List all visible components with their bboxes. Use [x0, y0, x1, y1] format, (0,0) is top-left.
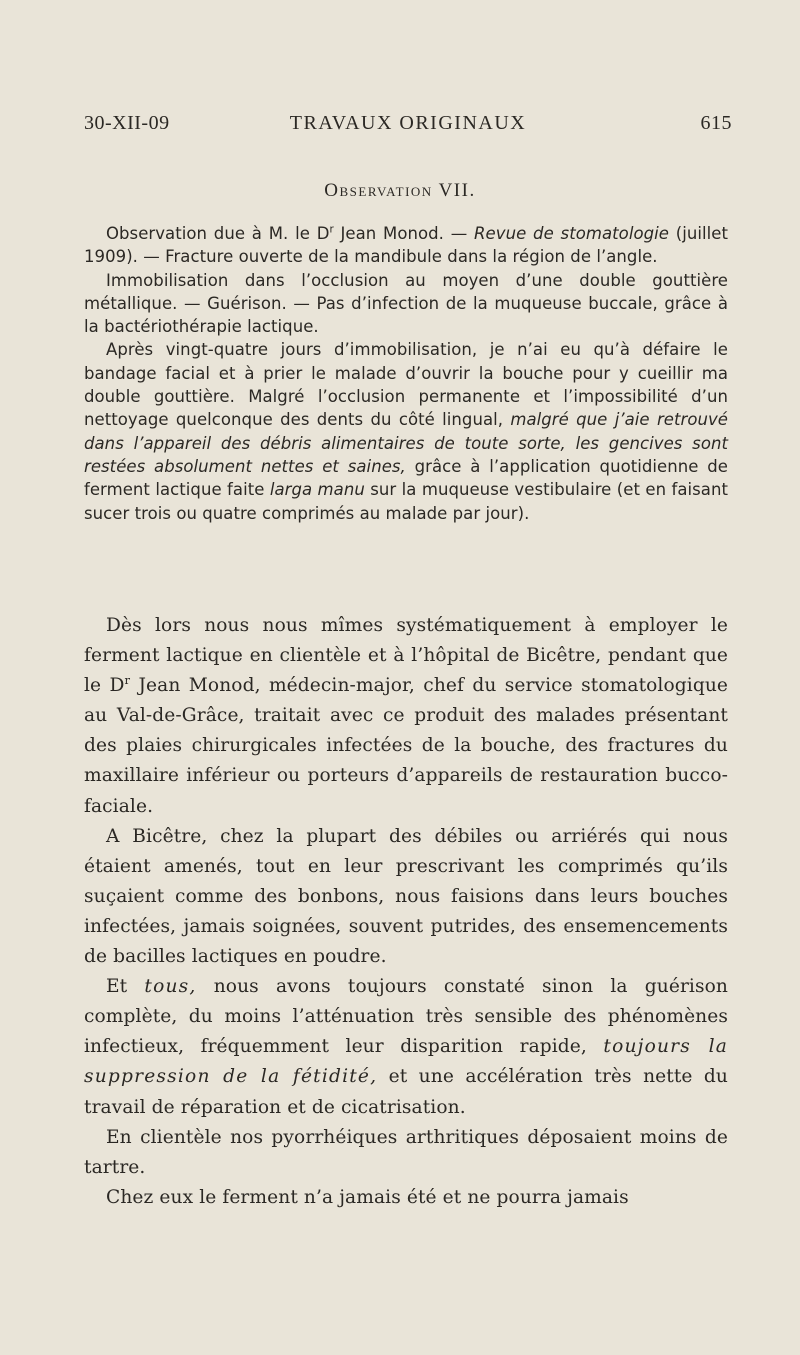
running-head	[84, 112, 732, 142]
superscript: r	[329, 224, 334, 236]
observation-paragraph-2: Immobilisation dans l’occlusion au moyen d’une double gouttière métallique. — Guérison. — Pas d’infection de la muqueuse buccale, grâce à la bactériothérapie lactique.	[84, 270, 728, 337]
superscript: r	[124, 673, 131, 687]
text-run: Jean Monod. —	[333, 224, 475, 243]
italic-emphasis: larga manu	[269, 480, 365, 500]
text-run: et une accélération très nette du travail de réparation et de cicatrisation.	[84, 1066, 728, 1118]
body-paragraph-5: Chez eux le ferment n’a jamais été et ne pourra jamais	[106, 1186, 629, 1208]
text-run: grâce à l’application quotidienne de ferment lactique faite	[84, 456, 728, 500]
observation-paragraph-3	[84, 338, 728, 524]
text-run: Jean Monod, médecin-major, chef du service stomatologique au Val-de-Grâce, traitait avec ce produit des malades présentant des plaies chirurgicales infectées de la bouche, des fractures du maxillaire inférieur ou porteurs d’appareils de restauration bucco-faciale.	[84, 675, 729, 817]
page-number: 615	[700, 112, 732, 134]
body-paragraph-2: A Bicêtre, chez la plupart des débiles ou arriérés qui nous étaient amenés, tout en leur prescrivant les comprimés qu’ils suçaient comme des bonbons, nous faisions dans leurs bouches infectées, jamais soignées, souvent putrides, des ensemencements de bacilles lactiques en poudre.	[84, 825, 728, 968]
italic-emphasis: malgré que j’aie retrouvé dans l’appareil des débris alimentaires de toute sorte, les gencives sont restées absolument nettes et saines,	[84, 410, 728, 476]
italic-emphasis: tous,	[144, 976, 197, 998]
text-run: (juillet 1909). — Fracture ouverte de la mandibule dans la région de l’angle.	[84, 224, 728, 267]
section-title: Observation VII.	[324, 180, 476, 201]
text-run: sur la muqueuse vestibulaire (et en faisant sucer trois ou quatre comprimés au malade par jour).	[84, 480, 728, 523]
body-paragraph-1	[84, 611, 728, 822]
text-run: Après vingt-quatre jours d’immobilisation, je n’ai eu qu’à défaire le bandage facial et à prier le malade d’ouvrir la bouche pour y cueillir ma double gouttière. Malgré l’occlusion permanente et l’impossibilité d’un nettoyage quelconque des dents du côté lingual,	[84, 340, 728, 430]
header-section: TRAVAUX ORIGINAUX	[289, 112, 527, 134]
body-text	[84, 611, 728, 1213]
observation-block	[84, 222, 728, 525]
text-run: Dès lors nous nous mîmes systématiquement à employer le ferment lactique en clientèle et à l’hôpital de Bicêtre, pendant que le D	[84, 615, 728, 697]
text-run: nous avons toujours constaté sinon la guérison complète, du moins l’atténuation très sensible des phénomènes infectieux, fréquemment leur disparition rapide,	[84, 976, 728, 1058]
text-run: Observation due à M. le D	[106, 224, 330, 243]
text-run: Et	[106, 976, 145, 998]
italic-emphasis: toujours la suppression de la fétidité,	[84, 1036, 728, 1088]
header-date: 30-XII-09	[84, 112, 170, 134]
body-paragraph-4: En clientèle nos pyorrhéiques arthritiques déposaient moins de tartre.	[84, 1126, 728, 1178]
body-paragraph-3	[84, 972, 728, 1122]
observation-paragraph-1	[84, 222, 728, 269]
journal-title: Revue de stomatologie	[474, 224, 669, 243]
